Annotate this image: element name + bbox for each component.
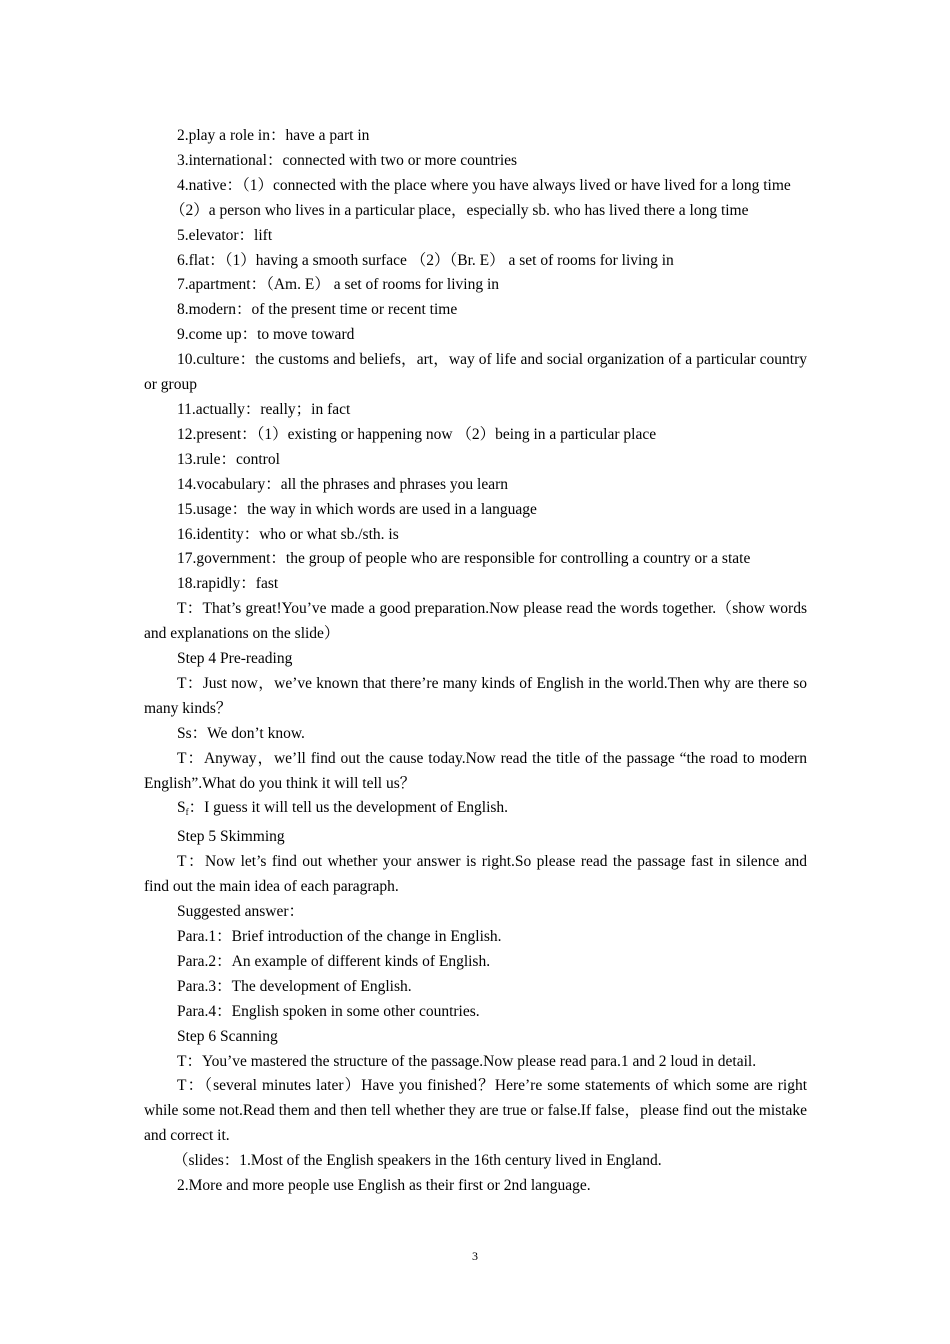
vocab-item-2: 2.play a role in：have a part in: [177, 127, 370, 144]
step-6-heading: Step 6 Scanning: [177, 1027, 278, 1045]
speaker-subscript: f: [185, 807, 189, 818]
para-3-answer: Para.3：The development of English.: [177, 977, 412, 995]
vocab-item-11: 11.actually：really；in fact: [177, 400, 351, 418]
vocab-item-10: 10.culture：the customs and beliefs，art，way of life and social organization of a particular country or group: [144, 351, 807, 394]
para-2-answer: Para.2：An example of different kinds of English.: [177, 952, 491, 970]
vocab-item-13: 13.rule：control: [177, 450, 280, 468]
vocab-item-15: 15.usage：the way in which words are used in a language: [177, 500, 537, 518]
para-4-answer: Para.4：English spoken in some other countries.: [177, 1002, 480, 1020]
vocab-item-4: 4.native：（1）connected with the place where you have always lived or have lived for a long time: [177, 176, 791, 194]
para-1-answer: Para.1：Brief introduction of the change in English.: [177, 928, 502, 945]
teacher-line-preparation: T：That’s great!You’ve made a good preparation.Now please read the words together.（show words and explanations on the slide）: [144, 600, 807, 643]
vocab-item-17: 17.government：the group of people who are responsible for controlling a country or a state: [177, 550, 751, 568]
vocab-item-4-meaning-2: （2）a person who lives in a particular place，especially sb. who has lived there a long time: [170, 201, 749, 219]
student-line-guess: [144, 796, 807, 825]
document-body: [144, 124, 807, 1199]
speaker-label: S: [177, 799, 186, 817]
step-4-heading: Step 4 Pre-reading: [177, 650, 293, 668]
step-5-heading: Step 5 Skimming: [177, 828, 285, 846]
slide-statement-1: （slides：1.Most of the English speakers in the 16th century lived in England.: [173, 1152, 662, 1170]
vocab-item-8: 8.modern：of the present time or recent time: [177, 301, 458, 319]
vocab-item-12: 12.present：（1）existing or happening now （2）being in a particular place: [177, 425, 657, 443]
slide-statement-2: 2.More and more people use English as their first or 2nd language.: [177, 1177, 591, 1195]
teacher-line-title: T：Anyway，we’ll find out the cause today.Now read the title of the passage “the road to modern English”.What do you think it will tell us？: [144, 749, 807, 792]
student-guess-text: ：I guess it will tell us the development of English.: [188, 799, 509, 817]
page-number: 3: [472, 1249, 478, 1263]
students-line-dont-know: Ss：We don’t know.: [177, 724, 305, 742]
vocab-item-7: 7.apartment：（Am. E） a set of rooms for living in: [177, 276, 499, 294]
vocab-item-9: 9.come up：to move toward: [177, 326, 355, 344]
suggested-answer-label: Suggested answer：: [177, 903, 304, 921]
teacher-line-skimming: T：Now let’s find out whether your answer is right.So please read the passage fast in silence and find out the main idea of each paragraph.: [144, 853, 807, 896]
teacher-line-statements: T：（several minutes later）Have you finished？Here’re some statements of which some are right while some not.Read them and then tell whether they are true or false.If false，please find out the mistake and correct it.: [144, 1077, 807, 1145]
teacher-line-why-kinds: T：Just now，we’ve known that there’re many kinds of English in the world.Then why are there so many kinds？: [144, 674, 807, 717]
vocab-item-3: 3.international：connected with two or more countries: [177, 151, 518, 169]
vocab-item-6: 6.flat：（1）having a smooth surface （2）（Br. E） a set of rooms for living in: [177, 251, 674, 269]
vocab-item-14: 14.vocabulary：all the phrases and phrases you learn: [177, 475, 508, 493]
vocab-item-5: 5.elevator：lift: [177, 226, 273, 244]
vocab-item-16: 16.identity：who or what sb./sth. is: [177, 525, 399, 543]
teacher-line-mastered: T：You’ve mastered the structure of the passage.Now please read para.1 and 2 loud in detail.: [177, 1052, 757, 1070]
vocab-item-18: 18.rapidly：fast: [177, 575, 279, 593]
